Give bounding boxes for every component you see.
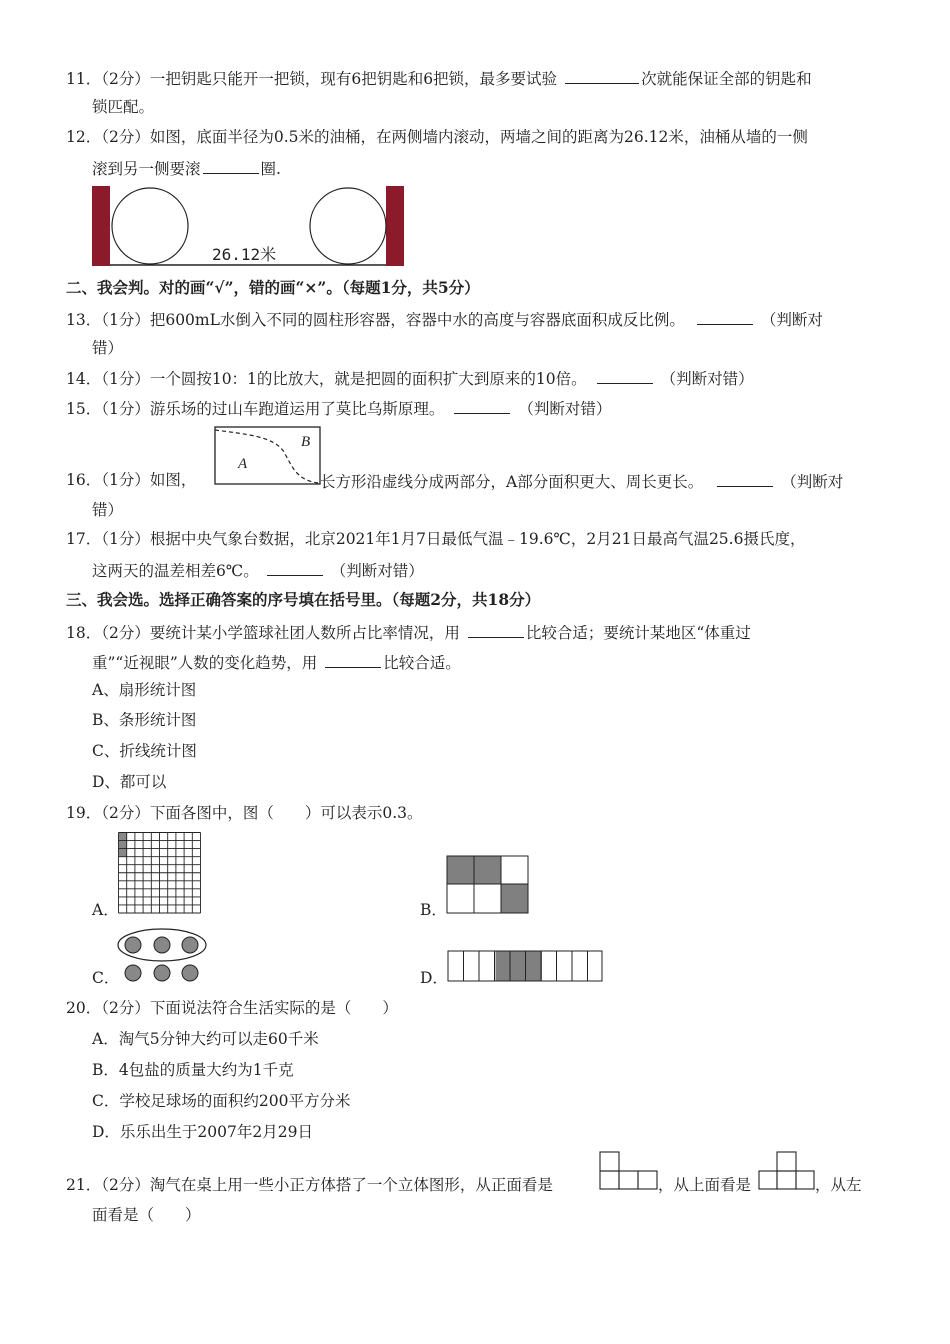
barrel-left: [112, 188, 188, 264]
q19-option-b-label[interactable]: B．: [420, 901, 447, 919]
q16-line1: 长方形沿虚线分成两部分，A部分面积更大、周长更长。 （判断对: [320, 470, 843, 492]
right-wall: [386, 186, 404, 266]
section-2-title: 二、我会判。对的画“√”，错的画“×”。（每题1分，共5分）: [66, 278, 480, 297]
q13-line2: 错）: [92, 339, 124, 357]
q21-part2: ，从上面看是: [658, 1176, 752, 1194]
label-a: A: [238, 456, 248, 472]
q19-figure-a-grid: [117, 831, 203, 915]
q16-line2: 错）: [92, 501, 124, 519]
q21-top-view-figure: [758, 1151, 816, 1191]
section-3-title: 三、我会选。选择正确答案的序号填在括号里。（每题2分，共18分）: [66, 590, 541, 609]
q11-line1: 11．（2分）一把钥匙只能开一把锁，现有6把钥匙和6把锁，最多要试验 次就能保证全部的钥匙和: [66, 67, 812, 89]
rectangle-ab-figure: [214, 426, 322, 486]
q15-line: 15．（1分）游乐场的过山车跑道运用了莫比乌斯原理。 （判断对错）: [66, 397, 611, 419]
q19-figure-b-squares: [446, 855, 530, 915]
q18-option-d[interactable]: D、都可以: [92, 773, 167, 791]
left-wall: [92, 186, 110, 266]
q19-question: 19．（2分）下面各图中，图（ ）可以表示0.3。: [66, 804, 423, 822]
barrel-right: [310, 188, 386, 264]
q21-part3: ，从左: [815, 1176, 862, 1194]
q17-line1: 17．（1分）根据中央气象台数据，北京2021年1月7日最低气温﹣19.6℃，2月21日最高气温25.6摄氏度，: [66, 530, 806, 548]
q20-option-c[interactable]: C．学校足球场的面积约200平方分米: [92, 1092, 351, 1110]
q14-answer-blank[interactable]: [597, 367, 653, 384]
q18-option-a[interactable]: A、扇形统计图: [92, 681, 197, 699]
q21-part1: 21．（2分）淘气在桌上用一些小正方体搭了一个立体图形，从正面看是: [66, 1176, 553, 1194]
q19-figure-d-strip: [447, 950, 603, 982]
q11-answer-blank[interactable]: [565, 67, 639, 84]
q12-line2: 滚到另一侧要滚 圈.: [92, 157, 281, 179]
q18-line2: 重”“近视眼”人数的变化趋势，用 比较合适。: [92, 651, 461, 673]
q19-option-c-label[interactable]: C．: [92, 969, 120, 987]
q17-answer-blank[interactable]: [267, 559, 323, 576]
label-b: B: [301, 434, 311, 450]
q18-answer-blank-2[interactable]: [325, 651, 381, 668]
q13-line1: 13．（1分）把600mL水倒入不同的圆柱形容器，容器中水的高度与容器底面积成反比例。 （判断对: [66, 308, 823, 330]
distance-label: 26.12米: [212, 245, 277, 264]
oil-barrel-figure: [90, 184, 406, 268]
q12-line1: 12．（2分）如图，底面半径为0.5米的油桶，在两侧墙内滚动，两墙之间的距离为26.12米，油桶从墙的一侧: [66, 128, 808, 146]
q18-line1: 18．（2分）要统计某小学篮球社团人数所占比率情况，用 比较合适；要统计某地区“体重过: [66, 621, 751, 643]
q16-answer-blank[interactable]: [717, 470, 773, 487]
q19-option-a-label[interactable]: A．: [92, 901, 119, 919]
q15-answer-blank[interactable]: [454, 397, 510, 414]
q18-option-b[interactable]: B、条形统计图: [92, 711, 197, 729]
q20-question: 20．（2分）下面说法符合生活实际的是（ ）: [66, 999, 398, 1017]
q14-line: 14．（1分）一个圆按10：1的比放大，就是把圆的面积扩大到原来的10倍。 （判断对错）: [66, 367, 754, 389]
q11-line2: 锁匹配。: [92, 98, 155, 116]
q16-prefix: 16．（1分）如图，: [66, 471, 197, 489]
q21-line2: 面看是（ ）: [92, 1206, 201, 1224]
q20-option-b[interactable]: B．4包盐的质量大约为1千克: [92, 1061, 294, 1079]
q20-option-d[interactable]: D．乐乐出生于2007年2月29日: [92, 1123, 313, 1141]
q19-figure-c-circles: [116, 928, 212, 984]
q17-line2: 这两天的温差相差6℃。 （判断对错）: [92, 559, 424, 581]
q12-answer-blank[interactable]: [203, 157, 259, 174]
q18-answer-blank-1[interactable]: [468, 621, 524, 638]
q18-option-c[interactable]: C、折线统计图: [92, 742, 197, 760]
q21-front-view-figure: [599, 1151, 659, 1191]
q19-option-d-label[interactable]: D．: [420, 969, 448, 987]
q13-answer-blank[interactable]: [697, 308, 753, 325]
q20-option-a[interactable]: A．淘气5分钟大约可以走60千米: [92, 1030, 319, 1048]
